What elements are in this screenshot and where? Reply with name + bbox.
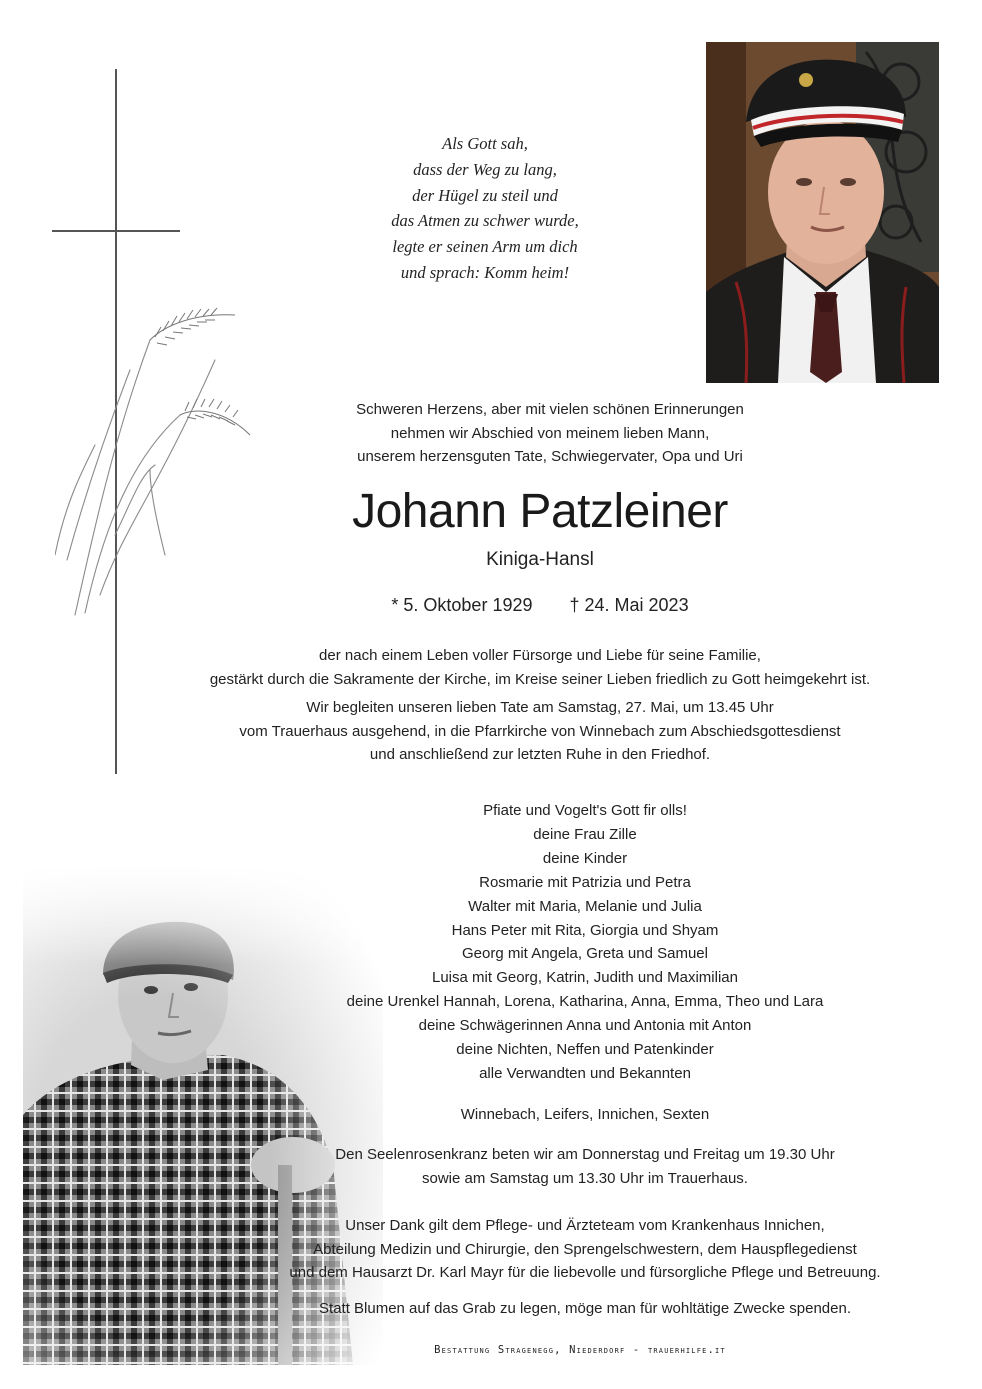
intro-text	[240, 398, 860, 469]
rosary-line: Den Seelenrosenkranz beten wir am Donnerstag und Freitag um 19.30 Uhr	[335, 1146, 835, 1163]
intro-line: unserem herzensguten Tate, Schwiegervater, Opa und Uri	[357, 448, 743, 466]
poem-line: Als Gott sah,	[442, 134, 528, 153]
intro-line: nehmen wir Abschied von meinem lieben Mann,	[390, 424, 710, 442]
thanks-line: Abteilung Medizin und Chirurgie, den Sprengelschwestern, dem Hauspflegedienst	[313, 1240, 857, 1258]
funeral-home-footer: Bestattung Stragenegg, Niederdorf - trauerhilfe.it	[434, 1344, 726, 1356]
family-line: Walter mit Maria, Melanie und Julia	[468, 897, 702, 915]
family-list	[250, 799, 920, 1086]
family-line: deine Nichten, Neffen und Patenkinder	[456, 1041, 714, 1059]
thanks-line: und dem Hausarzt Dr. Karl Mayr für die liebevolle und fürsorgliche Pflege und Betreuung.	[289, 1264, 881, 1282]
family-line: Rosmarie mit Patrizia und Petra	[479, 873, 691, 891]
poem-line: und sprach: Komm heim!	[400, 262, 570, 282]
family-line: deine Urenkel Hannah, Lorena, Katharina, Anna, Emma, Theo und Lara	[346, 993, 824, 1011]
deceased-name: Johann Patzleiner	[352, 485, 728, 538]
family-line: deine Schwägerinnen Anna und Antonia mit Anton	[418, 1017, 752, 1035]
rosary-text	[250, 1143, 920, 1190]
thanks-line: Unser Dank gilt dem Pflege- und Ärzteteam vom Krankenhaus Innichen,	[345, 1217, 825, 1234]
poem-line: dass der Weg zu lang,	[413, 159, 557, 179]
paragraph-line: Wir begleiten unseren lieben Tate am Samstag, 27. Mai, um 13.45 Uhr	[306, 699, 774, 716]
family-line: alle Verwandten und Bekannten	[479, 1064, 691, 1082]
paragraph-line: der nach einem Leben voller Fürsorge und Liebe für seine Familie,	[319, 647, 761, 664]
poem-line: das Atmen zu schwer wurde,	[391, 211, 579, 231]
paragraph-line: vom Trauerhaus ausgehend, in die Pfarrkirche von Winnebach zum Abschiedsgottesdienst	[239, 722, 841, 740]
deceased-nickname: Kiniga-Hansl	[486, 549, 594, 570]
paragraph-line: gestärkt durch die Sakramente der Kirche, im Kreise seiner Lieben friedlich zu Gott heimgekehrt ist.	[209, 670, 871, 688]
flowers-note: Statt Blumen auf das Grab zu legen, möge man für wohltätige Zwecke spenden.	[319, 1300, 851, 1317]
funeral-paragraph	[150, 696, 930, 767]
poem-line: legte er seinen Arm um dich	[392, 237, 578, 257]
death-date: † 24. Mai 2023	[569, 595, 689, 615]
portrait-photo	[706, 42, 939, 383]
cross-horizontal-bar	[52, 230, 180, 232]
life-dates	[300, 592, 780, 618]
paragraph-line: und anschließend zur letzten Ruhe in den Friedhof.	[369, 746, 711, 764]
poem-line: der Hügel zu steil und	[412, 185, 558, 205]
thanks-text	[200, 1214, 970, 1285]
birth-date: * 5. Oktober 1929	[391, 595, 533, 615]
wheat-icon	[55, 295, 265, 625]
family-line: Hans Peter mit Rita, Giorgia und Shyam	[451, 921, 719, 939]
intro-line: Schweren Herzens, aber mit vielen schönen Erinnerungen	[356, 401, 744, 418]
family-line: Georg mit Angela, Greta und Samuel	[462, 945, 708, 963]
life-paragraph	[150, 644, 930, 691]
poem	[370, 131, 600, 286]
family-line: deine Kinder	[542, 849, 628, 867]
rosary-line: sowie am Samstag um 13.30 Uhr im Trauerhaus.	[422, 1169, 748, 1187]
family-line: Luisa mit Georg, Katrin, Judith und Maximilian	[432, 969, 738, 987]
family-line: deine Frau Zille	[533, 825, 637, 843]
farewell-line: Pfiate und Vogelt's Gott fir olls!	[483, 802, 687, 819]
places-line: Winnebach, Leifers, Innichen, Sexten	[460, 1106, 710, 1123]
